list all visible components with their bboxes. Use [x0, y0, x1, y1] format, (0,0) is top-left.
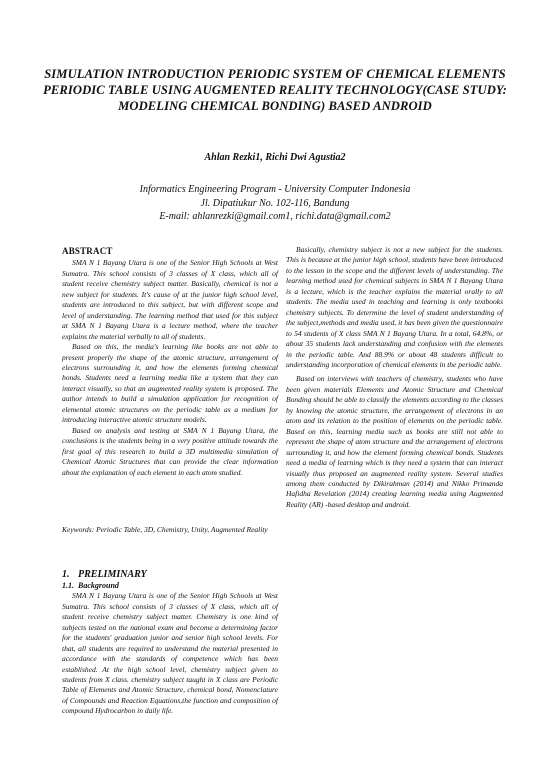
left-column [62, 246, 278, 717]
subsection-title: Background [78, 580, 119, 590]
affiliation-block [40, 183, 510, 224]
background-paragraph-1: SMA N 1 Bayang Utara is one of the Senior High Schools at West Sumatra. This school consists of 3 classes of X class, which all of student receive chemistry subject matter. Chemistry is one kind of subjects tested on the national exam and become a determining factor for the students' graduation junior and senior high school levels. For that, all students are required to understand the material presented in accordance with the standards of competence which has been established. At the high school level, chemistry subject given to students from X class. chemistry subject taught in X class are Periodic Table of Elements and Atomic Structure, chemical bond, Nomenclature of Compounds and Reaction Equations,the function and composition of compound Hydrocarbon in daily life. [62, 591, 278, 716]
keywords: Keywords: Periodic Table, 3D, Chemistry, Unity, Augmented Reality [62, 524, 268, 534]
subsection-number: 1.1. [62, 580, 74, 590]
subsection-heading [62, 581, 278, 591]
section-number: 1. [62, 569, 70, 581]
right-column [286, 245, 503, 510]
section-heading [62, 570, 278, 580]
address: Jl. Dipatiukur No. 102-116, Bandung [200, 197, 350, 209]
section-title: PRELIMINARY [78, 569, 147, 581]
email[interactable]: E-mail: ahlanrezki@gmail.com1, richi.data@gmail.com2 [159, 211, 391, 222]
affiliation: Informatics Engineering Program - University Computer Indonesia [139, 184, 411, 195]
abstract-paragraph-3: Based on analysis and testing at SMA N 1 Bayang Utara, the conclusions is the students being in a very positive attitude towards the first goal of this research to build a 3D multimedia simulation of Chemical Atomic Structures that can provide the clear information about the explanation of each element in each atom studied. [62, 425, 278, 477]
paper-authors: Ahlan Rezki1, Richi Dwi Agustia2 [204, 152, 346, 163]
abstract-paragraph-1: SMA N 1 Bayang Utara is one of the Senior High Schools at West Sumatra. This school consists of 3 classes of X class, which all of student receive chemistry subject matter. Basically, chemical is not a new subject for students. It's cause of at the junior high school level, students are introduced to this subject, but with different scope and level of understanding. The learning method that used for this subject at SMA N 1 Bayang Utara is a lecture method, where the teacher explains the material verbally to all of students. [62, 258, 278, 341]
background-paragraph-3: Based on interviews with teachers of chemistry, students who have been given materials Elements and Atomic Structure and Chemical Bonding should be able to classify the elements according to the classes by knowing the atomic structure, the arrangement of electrons in an atom and its relation to the position of elements on the periodic table. Based on this, learning media such as books are still not able to represent the shape of atom structure and the arrangement of electrons surrounding it, and how the element forming chemical bonds. Students need a media of learning which is they need a system that can interact visually thus proposed an augmented reality system. Several studies among them conducted by Dikirahman (2014) and Nikko Primanda Hafidha Revelation (2014) creating learning media using Augmented Reality (AR) -based desktop and android. [286, 374, 503, 509]
paper-title: SIMULATION INTRODUCTION PERIODIC SYSTEM OF CHEMICAL ELEMENTS PERIODIC TABLE USING AUGMENTED REALITY TECHNOLOGY(CASE STUDY: MODELING CHEMICAL BONDING) BASED ANDROID [43, 67, 507, 113]
background-paragraph-2: Basically, chemistry subject is not a new subject for the students. This is because at the junior high school, students have been introduced to the lesson in the scope and the different levels of understanding. The learning method used for chemical subjects in SMA N 1 Bayang Utara is a lecture, which is the teacher explains the material orally to all students. The media used in teaching and learning is only textbooks chemistry subjects. To determine the level of student understanding of the subject,methods and media used, it has been given the questionnaire to 54 students of X class SMA N 1 Bayang Utara. In a total, 64.8%, or about 35 students lack understanding and confusion with the elements in the periodic table. And 88.9% or about 48 students difficult to understanding incorporation of chemical elements in the periodic table. [286, 245, 503, 369]
abstract-paragraph-2: Based on this, the media's learning like books are not able to present properly the shape of the atomic structure, arrangement of electrons surrounding it, and how the elements forming chemical bonds. Students need a learning media like a system that they can interact visually, so that an augmented reality system is proposed. The author intends to build a simulation application for recognition of elemental atomic structures on the periodic table as a medium for introducing interactive atomic structure models. [62, 342, 278, 425]
abstract-heading: ABSTRACT [62, 246, 113, 256]
